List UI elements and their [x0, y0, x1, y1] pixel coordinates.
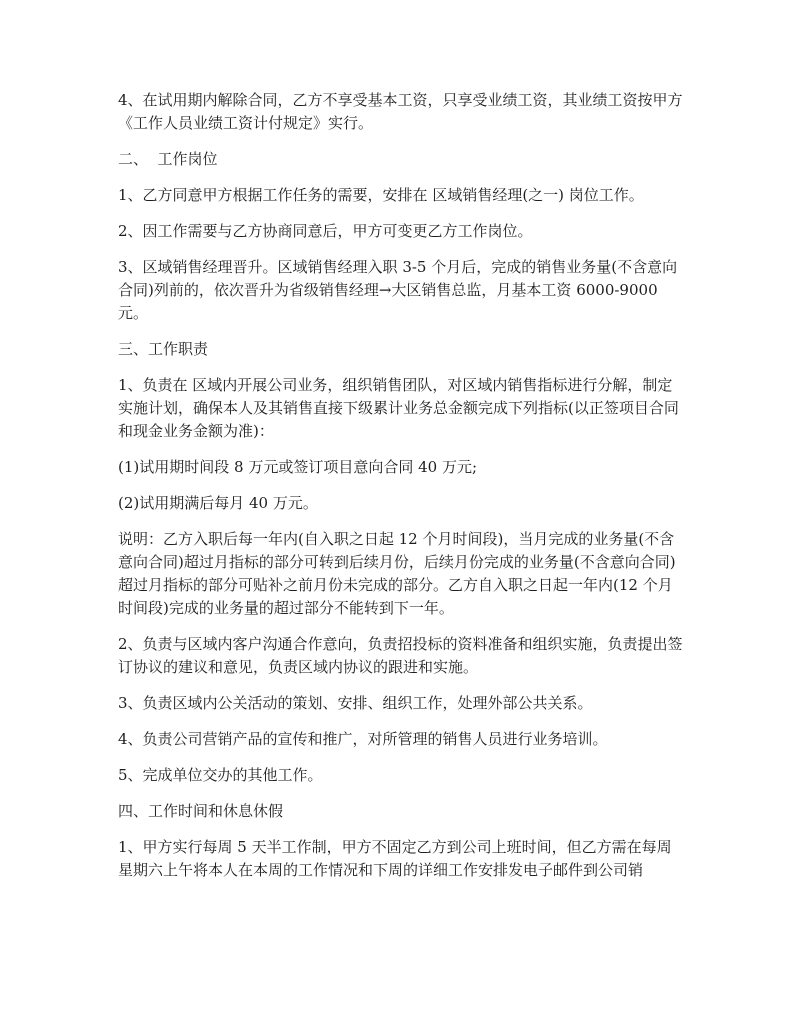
- section-heading-job-duties: 三、工作职责: [118, 340, 209, 358]
- section-heading-working-hours: 四、工作时间和休息休假: [118, 802, 284, 820]
- paragraph-duty-4: 4、负责公司营销产品的宣传和推广，对所管理的销售人员进行业务培训。: [118, 730, 608, 748]
- section-heading-job-position: 二、 工作岗位: [118, 150, 218, 168]
- paragraph-target-1: (1)试用期时间段 8 万元或签订项目意向合同 40 万元;: [118, 458, 478, 476]
- paragraph-work-schedule: 1、甲方实行每周 5 天半工作制，甲方不固定乙方到公司上班时间，但乙方需在每周星期六上午将本人在本周的工作情况和下周的详细工作安排发电子邮件到公司销: [118, 838, 672, 879]
- paragraph-duty-5: 5、完成单位交办的其他工作。: [118, 766, 323, 784]
- paragraph-duty-2: 2、负责与区域内客户沟通合作意向，负责招投标的资料准备和组织实施，负责提出签订协议的建议和意见，负责区域内协议的跟进和实施。: [118, 635, 683, 676]
- paragraph-duty-1: 1、负责在 区域内开展公司业务，组织销售团队，对区域内销售指标进行分解，制定实施计划，确保本人及其销售直接下级累计业务总金额完成下列指标(以正签项目合同和现金业务金额为准)：: [118, 376, 679, 440]
- paragraph-duty-3: 3、负责区域内公关活动的策划、安排、组织工作，处理外部公共关系。: [118, 694, 593, 712]
- paragraph-probation-termination: 4、在试用期内解除合同，乙方不享受基本工资，只享受业绩工资，其业绩工资按甲方《工作人员业绩工资计付规定》实行。: [118, 91, 683, 132]
- paragraph-position-change: 2、因工作需要与乙方协商同意后，甲方可变更乙方工作岗位。: [118, 222, 533, 240]
- paragraph-target-2: (2)试用期满后每月 40 万元。: [118, 494, 318, 512]
- paragraph-explanation: 说明：乙方入职后每一年内(自入职之日起 12 个月时间段)，当月完成的业务量(不含意向合同)超过月指标的部分可转到后续月份，后续月份完成的业务量(不含意向合同)超过月指标的部分可贴补之前月份未完成的部分。乙方自入职之日起一年内(12 个月时间段)完成的业务量的超过部分不能转到下一年。: [118, 530, 676, 617]
- paragraph-promotion: 3、区域销售经理晋升。区域销售经理入职 3-5 个月后，完成的销售业务量(不含意向合同)列前的，依次晋升为省级销售经理→大区销售总监，月基本工资 6000-9000 元。: [118, 258, 678, 322]
- paragraph-position-assignment: 1、乙方同意甲方根据工作任务的需要，安排在 区域销售经理(之一) 岗位工作。: [118, 186, 644, 204]
- document-body: [118, 89, 684, 895]
